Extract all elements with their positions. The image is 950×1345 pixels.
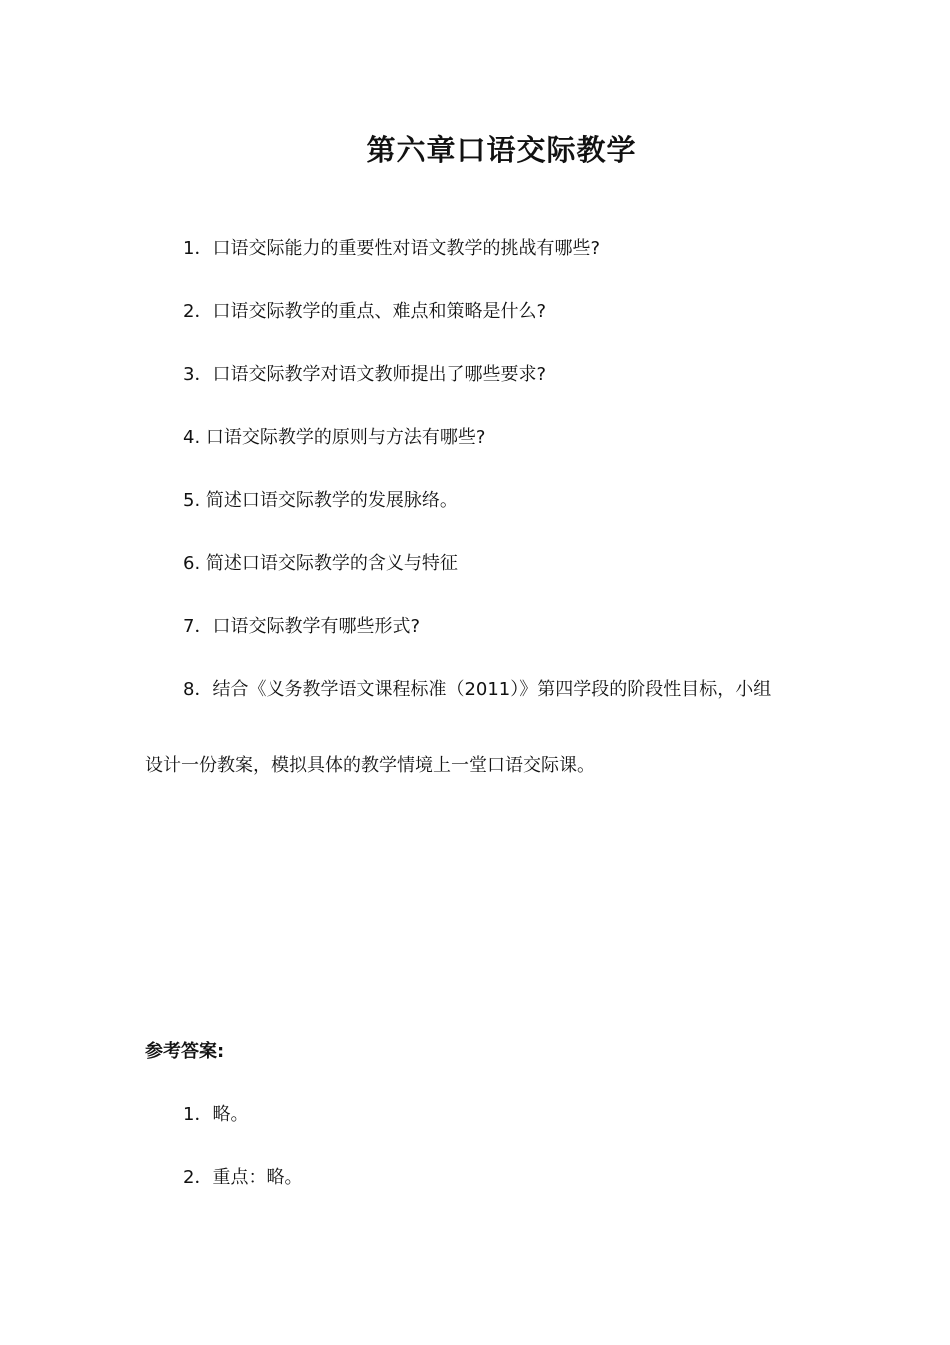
question-3: 3．口语交际教学对语文教师提出了哪些要求?	[183, 364, 547, 385]
chapter-title: 第六章口语交际教学	[366, 133, 637, 167]
answers-heading: 参考答案:	[145, 1041, 225, 1062]
question-6: 6. 简述口语交际教学的含义与特征	[183, 553, 458, 574]
question-5: 5. 简述口语交际教学的发展脉络。	[183, 490, 458, 511]
question-8: 8．结合《义务教学语文课程标准（2011）》第四学段的阶段性目标，小组	[183, 679, 772, 700]
answer-2: 2．重点：略。	[183, 1167, 303, 1188]
answer-1: 1．略。	[183, 1104, 249, 1125]
question-2: 2．口语交际教学的重点、难点和策略是什么?	[183, 301, 547, 322]
question-1: 1．口语交际能力的重要性对语文教学的挑战有哪些?	[183, 238, 601, 259]
question-4: 4. 口语交际教学的原则与方法有哪些?	[183, 427, 486, 448]
question-8-continuation: 设计一份教案，模拟具体的教学情境上一堂口语交际课。	[145, 755, 595, 776]
question-7: 7．口语交际教学有哪些形式?	[183, 616, 421, 637]
